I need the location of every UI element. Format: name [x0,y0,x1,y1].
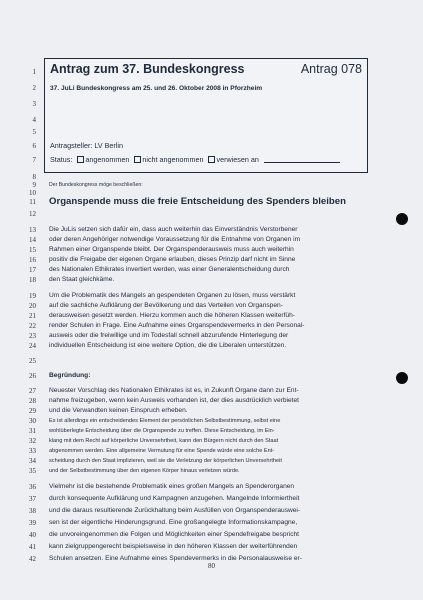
line-number: 23 [29,332,36,340]
line-number: 21 [29,312,36,320]
text-line: scheidung durch den Staat implizieren, weil sie die Verletzung der körperlichen Unversehrtheit [49,458,282,464]
line-number: 4 [32,116,36,124]
line-number: 34 [29,457,36,465]
text-line: den Staat gleichkäme. [49,276,115,283]
line-number: 6 [32,142,36,150]
text-line: Die JuLis setzen sich dafür ein, dass auch weiterhin das Einverständnis Verstorbener [49,226,298,233]
text-line: wohlüberlegte Entscheidung über die Organspende zu treffen. Diese Entscheidung, im Ein- [49,428,275,434]
checkbox-icon [134,156,141,163]
intro-text: Der Bundeskongress möge beschließen: [49,182,143,188]
applicant: Antragsteller: LV Berlin [50,141,123,150]
line-number: 37 [29,495,36,503]
status-option-referred: verwiesen an [216,155,259,164]
line-number: 25 [29,357,36,365]
status-label: Status: [50,155,73,164]
line-number: 1 [32,68,36,76]
text-line: render Schulen in Frage. Eine Aufnahme eines Organspendevermerks in den Personal- [49,322,305,329]
text-line: klang mit dem Recht auf körperliche Unversehrtheit, kann den Bürgern nicht durch den Staat [49,438,279,444]
line-number: 7 [32,156,36,164]
line-number: 22 [29,322,36,330]
line-number: 42 [29,555,36,563]
text-line: kann zielgruppengerecht beispielsweise in den höheren Klassen der weiterführenden [49,543,298,550]
line-number: 17 [29,266,36,274]
line-number: 29 [29,407,36,415]
line-number: 31 [29,427,36,435]
line-number: 28 [29,397,36,405]
status-option-accepted: angenommen [85,155,130,164]
text-line: Es ist allerdings ein entscheidendes Element der persönlichen Selbstbestimmung, selbst eine [49,418,281,424]
line-number: 9 [32,181,36,189]
line-number: 30 [29,417,36,425]
line-number: 38 [29,507,36,515]
line-number: 5 [32,128,36,136]
text-line: Schulen ansetzen. Eine Aufnahme eines Spendevermerks in die Personalausweise er- [49,555,302,562]
line-number: 15 [29,246,36,254]
line-number: 40 [29,531,36,539]
page-number: 80 [208,562,215,570]
text-line: und die daraus resultierende Zurückhaltung beim Ausfüllen von Organspenderauswei- [49,507,301,514]
line-number: 2 [32,84,36,92]
punch-hole [396,213,408,225]
motion-header-box [44,58,368,173]
text-line: und die Verwandten keinen Einspruch erheben. [49,407,188,414]
line-number: 18 [29,276,36,284]
line-number: 39 [29,519,36,527]
line-number: 20 [29,302,36,310]
motion-title: Antrag zum 37. Bundeskongress [50,62,245,76]
referred-to-blank [264,156,340,163]
line-number: 10 [29,189,36,197]
text-line: oder deren Angehöriger notwendige Voraussetzung für die Entnahme von Organen im [49,236,301,243]
punch-hole [396,372,408,384]
motion-heading: Organspende muss die freie Entscheidung des Spenders bleiben [49,196,346,207]
motion-number: Antrag 078 [300,62,362,76]
text-line: nahme freizugeben, wenn kein Ausweis vorhanden ist, der dies ausdrücklich verbietet [49,397,299,404]
text-line: ausweis oder die freiwillige und im Todesfall schnell abzurufende Hinterlegung der [49,332,289,339]
line-number: 3 [32,100,36,108]
text-line: durch konsequente Aufklärung und Kampagnen anzugehen. Mangelnde Informiertheit [49,495,300,502]
line-number: 19 [29,292,36,300]
text-line: abgenommen werden. Eine allgemeine Vermutung für eine Spende würde eine solche Ent- [49,448,275,454]
text-line: auf die sachliche Aufklärung der Bevölkerung und das Verteilen von Organspen- [49,302,283,309]
text-line: sen ist der eigentliche Hinderungsgrund. Eine großangelegte Informationskampagne, [49,519,298,526]
line-number: 27 [29,387,36,395]
line-number: 36 [29,483,36,491]
text-line: und der Selbstbestimmung über den eigenen Körper hinaus verletzen würde. [49,468,240,474]
checkbox-icon [208,156,215,163]
line-number: 13 [29,226,36,234]
line-number: 11 [29,198,36,206]
congress-subtitle: 37. JuLi Bundeskongress am 25. und 26. Oktober 2008 in Pforzheim [50,85,263,92]
text-line: derausweisen gesetzt werden. Hierzu kommen auch die höheren Klassen weiterfüh- [49,312,295,319]
status-row [50,155,340,164]
line-number: 14 [29,236,36,244]
text-line: Vielmehr ist die bestehende Problematik eines großen Mangels an Spenderorganen [49,483,295,490]
text-line: die unvoreingenommen die Folgen und Möglichkeiten einer Spendefreigabe bespricht [49,531,299,538]
line-number: 32 [29,437,36,445]
text-line: des Nationalen Ethikrates invertiert werden, was einer Generalentscheidung durch [49,266,290,273]
text-line: individuellen Entscheidung ist eine weitere Option, die die Liberalen unterstützen. [49,342,287,349]
checkbox-icon [77,156,84,163]
justification-heading: Begründung: [49,372,91,379]
line-number: 12 [29,210,36,218]
line-number: 8 [32,173,36,181]
text-line: positiv die Freigabe der eigenen Organe erlauben, dieses Prinzip darf nicht im Sinne [49,256,296,263]
line-number: 26 [29,372,36,380]
status-option-rejected: nicht angenommen [142,155,204,164]
line-number: 35 [29,467,36,475]
text-line: Um die Problematik des Mangels an gespendeten Organen zu lösen, muss verstärkt [49,292,296,299]
line-number: 16 [29,256,36,264]
line-number: 24 [29,342,36,350]
line-number: 41 [29,543,36,551]
text-line: Neuester Vorschlag des Nationalen Ethikrates ist es, in Zukunft Organe dann zur Ent- [49,387,299,394]
text-line: Rahmen einer Organspende bleibt. Der Organspenderausweis muss auch weiterhin [49,246,294,253]
line-number: 33 [29,447,36,455]
